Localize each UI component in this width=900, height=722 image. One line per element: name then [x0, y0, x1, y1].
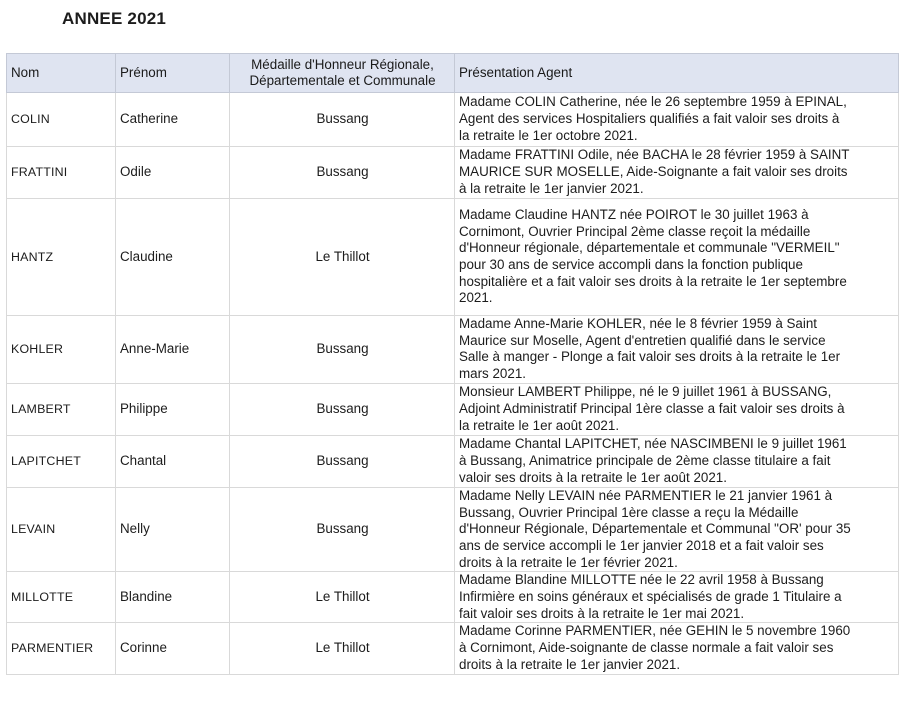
cell-nom: COLIN — [7, 93, 116, 147]
cell-prenom: Odile — [116, 147, 230, 199]
presentation-line: Monsieur LAMBERT Philippe, né le 9 juillet 1961 à BUSSANG, — [459, 384, 832, 400]
table-row — [7, 316, 899, 384]
column-header-nom: Nom — [7, 54, 116, 93]
cell-presentation — [455, 487, 899, 572]
cell-prenom: Blandine — [116, 572, 230, 623]
cell-prenom: Nelly — [116, 487, 230, 572]
cell-presentation — [455, 316, 899, 384]
presentation-line: la retraite le 1er août 2021. — [459, 417, 620, 433]
presentation-line: Madame Anne-Marie KOHLER, née le 8 février 1959 à Saint — [459, 316, 818, 331]
column-header-medaille — [230, 54, 455, 93]
presentation-line: Adjoint Administratif Principal 1ère classe a fait valoir ses droits à — [459, 400, 845, 416]
table-row — [7, 572, 899, 623]
presentation-line: Agent des services Hospitaliers qualifiés a fait valoir ses droits à — [459, 111, 840, 127]
presentation-line: valoir ses droits à la retraite le 1er août 2021. — [459, 469, 727, 485]
cell-medaille: Le Thillot — [230, 623, 455, 674]
table-row — [7, 383, 899, 435]
presentation-line: d'Honneur régionale, départementale et communale "VERMEIL" — [459, 240, 840, 256]
cell-medaille: Bussang — [230, 383, 455, 435]
table-row — [7, 435, 899, 487]
presentation-line: 2021. — [459, 290, 493, 306]
column-header-medaille-line1: Médaille d'Honneur Régionale, — [251, 57, 434, 72]
table-row — [7, 487, 899, 572]
presentation-line: Madame Blandine MILLOTTE née le 22 avril 1958 à Bussang — [459, 572, 824, 588]
presentation-line: droits à la retraite le 1er février 2021. — [459, 554, 678, 570]
cell-prenom: Philippe — [116, 383, 230, 435]
cell-prenom: Claudine — [116, 199, 230, 316]
cell-nom: HANTZ — [7, 199, 116, 316]
cell-medaille: Bussang — [230, 487, 455, 572]
presentation-line: Madame Nelly LEVAIN née PARMENTIER le 21 janvier 1961 à — [459, 487, 833, 503]
presentation-line: Maurice sur Moselle, Agent d'entretien qualifié dans le service — [459, 332, 826, 348]
page-title: ANNEE 2021 — [62, 9, 167, 28]
presentation-line: hospitalière et a fait valoir ses droits à la retraite le 1er septembre — [459, 273, 847, 289]
cell-medaille: Bussang — [230, 316, 455, 384]
column-header-medaille-line2: Départementale et Communale — [249, 73, 436, 88]
table-row — [7, 199, 899, 316]
cell-presentation — [455, 623, 899, 674]
cell-prenom: Chantal — [116, 435, 230, 487]
presentation-line: Cornimont, Ouvrier Principal 2ème classe reçoit la médaille — [459, 223, 811, 239]
cell-nom: PARMENTIER — [7, 623, 116, 674]
cell-medaille: Le Thillot — [230, 572, 455, 623]
cell-nom: LEVAIN — [7, 487, 116, 572]
table-row — [7, 93, 899, 147]
table-header-row — [7, 54, 899, 93]
presentation-line: Madame FRATTINI Odile, née BACHA le 28 février 1959 à SAINT — [459, 147, 850, 163]
presentation-line: la retraite le 1er octobre 2021. — [459, 127, 638, 143]
cell-presentation — [455, 572, 899, 623]
cell-prenom: Catherine — [116, 93, 230, 147]
cell-medaille: Bussang — [230, 435, 455, 487]
presentation-line: Madame Chantal LAPITCHET, née NASCIMBENI le 9 juillet 1961 — [459, 436, 847, 452]
presentation-line: fait valoir ses droits à la retraite le 1er mai 2021. — [459, 605, 745, 621]
cell-presentation — [455, 199, 899, 316]
cell-presentation — [455, 435, 899, 487]
presentation-line: MAURICE SUR MOSELLE, Aide-Soignante a fait valoir ses droits — [459, 164, 848, 180]
table-row — [7, 147, 899, 199]
presentation-line: Madame COLIN Catherine, née le 26 septembre 1959 à EPINAL, — [459, 94, 847, 110]
presentation-line: Bussang, Ouvrier Principal 1ère classe a reçu la Médaille — [459, 504, 799, 520]
presentation-line: à la retraite le 1er janvier 2021. — [459, 180, 644, 196]
presentation-line: Salle à manger - Plonge a fait valoir ses droits à la retraite le 1er — [459, 349, 841, 365]
cell-prenom: Anne-Marie — [116, 316, 230, 384]
table-row — [7, 623, 899, 674]
cell-prenom: Corinne — [116, 623, 230, 674]
presentation-line: mars 2021. — [459, 366, 526, 382]
cell-medaille: Bussang — [230, 147, 455, 199]
column-header-prenom: Prénom — [116, 54, 230, 93]
retirement-table — [6, 53, 899, 675]
presentation-line: pour 30 ans de service accompli dans la fonction publique — [459, 257, 803, 272]
presentation-line: Madame Corinne PARMENTIER, née GEHIN le 5 novembre 1960 — [459, 623, 851, 639]
cell-presentation — [455, 383, 899, 435]
cell-medaille: Bussang — [230, 93, 455, 147]
presentation-line: à Bussang, Animatrice principale de 2ème classe titulaire a fait — [459, 452, 831, 468]
presentation-line: Madame Claudine HANTZ née POIROT le 30 juillet 1963 à — [459, 206, 809, 222]
presentation-line: Infirmière en soins généraux et spécialisés de grade 1 Titulaire a — [459, 589, 842, 605]
presentation-line: d'Honneur Régionale, Départementale et Communal "OR' pour 35 — [459, 521, 851, 537]
cell-nom: FRATTINI — [7, 147, 116, 199]
column-header-presentation: Présentation Agent — [455, 54, 899, 93]
cell-nom: LAPITCHET — [7, 435, 116, 487]
presentation-line: ans de service accompli le 1er janvier 2018 et a fait valoir ses — [459, 537, 824, 553]
presentation-line: à Cornimont, Aide-soignante de classe normale a fait valoir ses — [459, 640, 834, 656]
cell-medaille: Le Thillot — [230, 199, 455, 316]
presentation-line: droits à la retraite le 1er janvier 2021. — [459, 656, 681, 672]
cell-nom: KOHLER — [7, 316, 116, 384]
cell-presentation — [455, 93, 899, 147]
cell-nom: MILLOTTE — [7, 572, 116, 623]
cell-presentation — [455, 147, 899, 199]
cell-nom: LAMBERT — [7, 383, 116, 435]
